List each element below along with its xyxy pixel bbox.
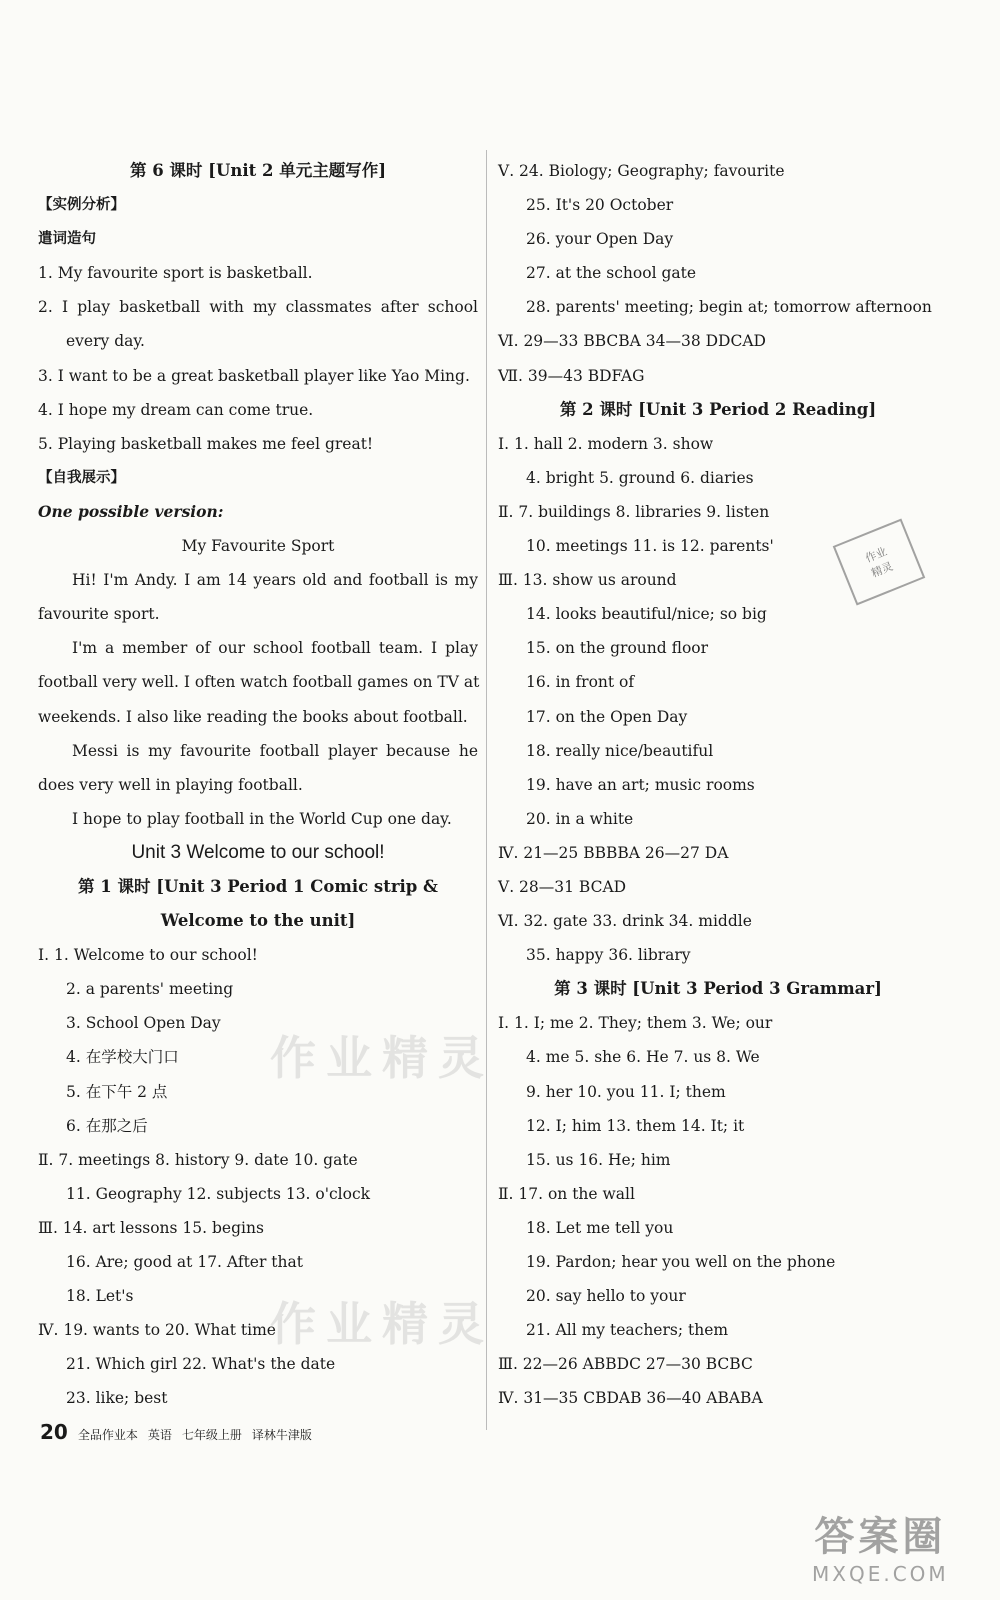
- answer-line: 27. at the school gate: [526, 264, 697, 283]
- answer-line: 6. 在那之后: [66, 1116, 148, 1135]
- answer-line: 18. Let me tell you: [526, 1218, 674, 1237]
- grade: 七年级上册: [181, 1428, 242, 1442]
- answer-line: 25. It's 20 October: [526, 196, 674, 215]
- answer-line: One possible version:: [38, 501, 224, 521]
- answer-line: 3. School Open Day: [66, 1014, 221, 1033]
- answer-line: 26. your Open Day: [526, 230, 674, 249]
- left-column: [38, 154, 478, 1415]
- answer-line: 3. I want to be a great basketball player like Yao Ming.: [38, 366, 470, 385]
- answer-line: 17. on the Open Day: [526, 707, 688, 726]
- answer-line: Hi! I'm Andy. I am 14 years old and football is my: [72, 571, 478, 590]
- edition: 译林牛津版: [251, 1428, 312, 1442]
- answer-line: 2. a parents' meeting: [66, 980, 234, 999]
- answer-line: Ⅳ. 19. wants to 20. What time: [38, 1321, 276, 1340]
- answer-line: Ⅲ. 22—26 ABBDC 27—30 BCBC: [498, 1355, 753, 1374]
- right-column: [498, 154, 938, 1415]
- answer-line: Ⅴ. 24. Biology; Geography; favourite: [498, 162, 785, 180]
- answer-line: 4. me 5. she 6. He 7. us 8. We: [526, 1048, 760, 1067]
- book-title: 全品作业本: [77, 1428, 138, 1442]
- site-logo: [812, 1505, 949, 1586]
- answer-line: 5. Playing basketball makes me feel great!: [38, 434, 374, 453]
- answer-line: 【实例分析】: [38, 197, 125, 214]
- answer-line: Ⅳ. 21—25 BBBBA 26—27 DA: [498, 843, 729, 862]
- page-footer: [40, 1420, 312, 1444]
- answer-line: 23. like; best: [66, 1389, 168, 1408]
- answer-line: Ⅵ. 29—33 BBCBA 34—38 DDCAD: [498, 332, 766, 351]
- answer-line: Ⅰ. 1. Welcome to our school!: [38, 946, 258, 965]
- answer-line: 第 2 课时 [Unit 3 Period 2 Reading]: [559, 399, 877, 419]
- answer-line: Ⅱ. 7. meetings 8. history 9. date 10. gate: [38, 1150, 358, 1169]
- answer-line: 20. say hello to your: [526, 1287, 686, 1306]
- answer-line: My Favourite Sport: [181, 537, 335, 556]
- answer-line: 【自我展示】: [38, 469, 125, 486]
- answer-line: I hope to play football in the World Cup one day.: [72, 809, 452, 828]
- answer-line: 15. us 16. He; him: [526, 1150, 671, 1169]
- answer-line: Ⅲ. 13. show us around: [498, 571, 677, 590]
- answer-line: 18. really nice/beautiful: [526, 741, 714, 760]
- answer-line: Ⅳ. 31—35 CBDAB 36—40 ABABA: [498, 1389, 763, 1408]
- stamp-line: 精灵: [869, 559, 895, 581]
- answer-line: Welcome to the unit]: [160, 911, 356, 931]
- answer-line: 11. Geography 12. subjects 13. o'clock: [66, 1184, 371, 1203]
- answer-line: Messi is my favourite football player because he: [72, 741, 478, 760]
- answer-line: does very well in playing football.: [38, 775, 303, 794]
- stamp-line: 作业: [863, 544, 889, 566]
- answer-line: 第 6 课时 [Unit 2 单元主题写作]: [129, 161, 387, 180]
- logo-url: MXQE.COM: [812, 1562, 949, 1586]
- answer-line: 第 1 课时 [Unit 3 Period 1 Comic strip &: [78, 876, 438, 896]
- subject: 英语: [147, 1428, 172, 1442]
- answer-line: Ⅲ. 14. art lessons 15. begins: [38, 1218, 264, 1237]
- answer-line: 21. All my teachers; them: [526, 1321, 729, 1340]
- page-number: 20: [40, 1420, 68, 1444]
- answer-line: 第 3 课时 [Unit 3 Period 3 Grammar]: [554, 979, 882, 999]
- watermark-text: 作业精灵: [270, 1297, 494, 1351]
- answer-line: Ⅰ. 1. hall 2. modern 3. show: [498, 434, 714, 453]
- answer-line: 16. Are; good at 17. After that: [66, 1253, 303, 1271]
- answer-line: 15. on the ground floor: [526, 639, 709, 658]
- answer-line: 遣词造句: [38, 231, 96, 248]
- answer-line: 5. 在下午 2 点: [66, 1082, 168, 1101]
- answer-line: 2. I play basketball with my classmates after school: [38, 298, 478, 317]
- answer-line: 16. in front of: [526, 673, 635, 692]
- answer-line: 35. happy 36. library: [526, 946, 691, 965]
- answer-line: Unit 3 Welcome to our school!: [131, 841, 385, 863]
- answer-line: 4. I hope my dream can come true.: [38, 400, 314, 419]
- answer-line: Ⅵ. 32. gate 33. drink 34. middle: [498, 912, 752, 931]
- watermark-text: 作业精灵: [270, 1031, 494, 1085]
- answer-line: football very well. I often watch football games on TV at: [38, 673, 480, 692]
- answer-line: 21. Which girl 22. What's the date: [66, 1355, 336, 1374]
- answer-line: Ⅰ. 1. I; me 2. They; them 3. We; our: [498, 1014, 773, 1033]
- answer-line: 19. have an art; music rooms: [526, 775, 755, 794]
- answer-line: 9. her 10. you 11. I; them: [526, 1082, 726, 1101]
- answer-line: weekends. I also like reading the books about football.: [38, 707, 468, 726]
- answer-line: Ⅴ. 28—31 BCAD: [498, 877, 627, 896]
- answer-line: 14. looks beautiful/nice; so big: [526, 605, 767, 624]
- answer-line: 19. Pardon; hear you well on the phone: [526, 1253, 836, 1271]
- answer-line: I'm a member of our school football team. I play: [72, 639, 478, 658]
- answer-line: 12. I; him 13. them 14. It; it: [526, 1116, 745, 1135]
- answer-line: 20. in a white: [526, 809, 634, 828]
- answer-line: 28. parents' meeting; begin at; tomorrow afternoon: [526, 298, 932, 317]
- answer-line: Ⅱ. 17. on the wall: [498, 1184, 635, 1203]
- answer-line: 4. 在学校大门口: [66, 1048, 179, 1067]
- answer-line: 18. Let's: [66, 1287, 134, 1306]
- answer-line: favourite sport.: [38, 605, 160, 624]
- answer-line: every day.: [66, 332, 145, 351]
- logo-text: 答案圈: [814, 1514, 947, 1560]
- answer-line: 4. bright 5. ground 6. diaries: [526, 468, 754, 487]
- column-divider: [486, 150, 487, 1430]
- answer-line: Ⅶ. 39—43 BDFAG: [498, 366, 645, 385]
- answer-line: Ⅱ. 7. buildings 8. libraries 9. listen: [498, 502, 770, 521]
- answer-line: 1. My favourite sport is basketball.: [38, 264, 313, 283]
- answer-line: 10. meetings 11. is 12. parents': [526, 537, 774, 556]
